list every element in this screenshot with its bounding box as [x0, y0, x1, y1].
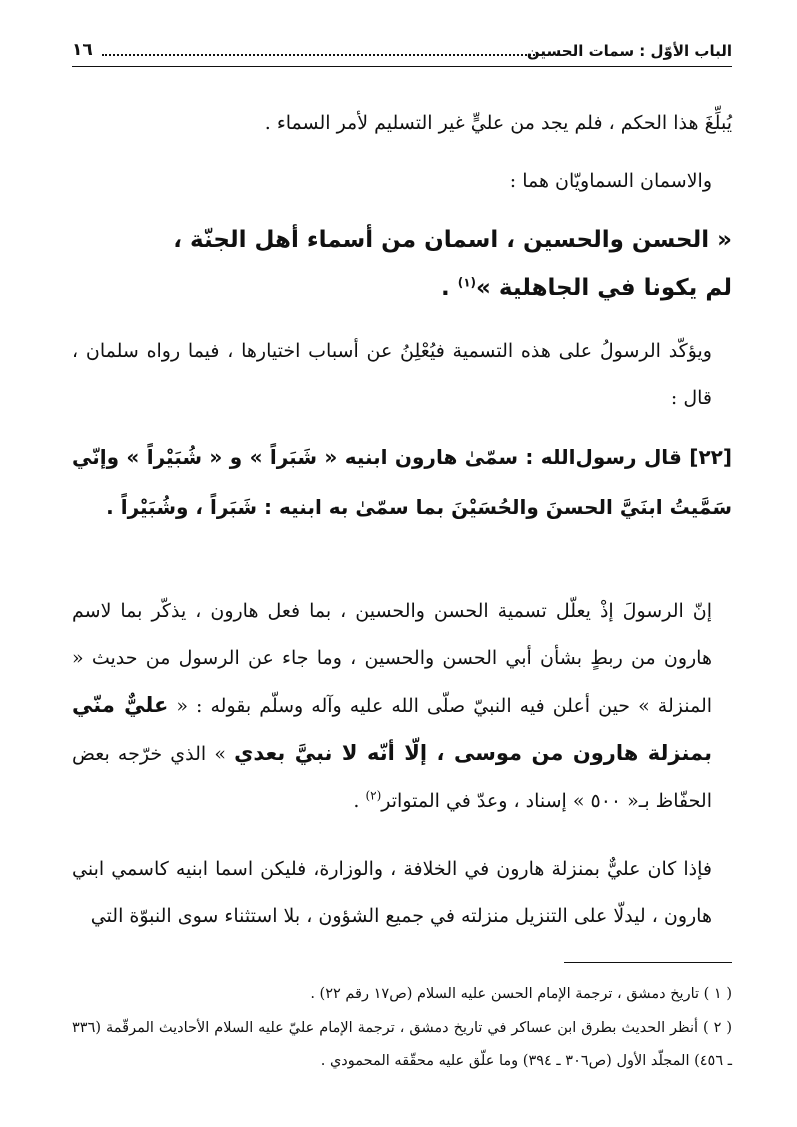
paragraph-3: ويؤكّد الرسولُ على هذه التسمية فيُعْلِنُ عن أسباب اختيارها ، فيما رواه سلمان ، قال : — [72, 340, 712, 409]
paragraph-2: والاسمان السماويّان هما : — [509, 170, 712, 192]
paragraph-4-end: » الذي خرّجه بعض الحفّاظ بـ« ٥٠٠ » إسناد ، وعدّ في المتواتر — [72, 743, 712, 812]
paragraph-5: فإذا كان عليٌّ بمنزلة هارون في الخلافة ، والوزارة، فليكن اسما ابنيه كاسمي ابني هارون ، ليدلّا على التنزيل منزلته في جميع الشؤون ، بلا استثناء سوى النبوّة التي — [72, 858, 712, 927]
quote-end: . — [440, 275, 458, 301]
quote-line-1: « الحسن والحسين ، اسمان من أسماء أهل الجنّة ، — [173, 227, 732, 253]
page-number: ١٦ — [72, 40, 93, 60]
running-header — [72, 36, 732, 67]
footnote-2: ( ٢ ) أنظر الحديث بطرق ابن عساكر في تاريخ دمشق ، ترجمة الإمام عليّ عليه السلام الأحاديث المرقّمة (٣٣٦ ـ ٤٥٦) المجلّد الأول (ص٣٠٦ ـ ٣٩٤) وما علّق عليه محقّقه المحمودي . — [72, 1020, 732, 1069]
hadith-22: [٢٢] قال رسول‌الله : سمّىٰ هارون ابنيه « شَبَراً » و « شُبَيْراً » وإنّي سَمَّيتُ ابنَيَّ الحسنَ والحُسَيْنَ بما سمّىٰ به ابنيه : شَبَراً ، وشُبَيْراً . — [72, 445, 732, 519]
leader-dots — [102, 54, 542, 56]
quote-block — [72, 216, 732, 312]
paragraph-4 — [72, 588, 732, 825]
document-page — [72, 0, 732, 1127]
footnote-separator — [564, 962, 732, 963]
chapter-title: الباب الأوّل : سمات الحسين — [526, 42, 732, 60]
paragraph-4-start: إنّ الرسولَ إذْ يعلّل تسمية الحسن والحسين ، بما فعل هارون ، يذكّر بما لاسم هارون من ربطٍ بشأن أبي الحسن والحسين ، وما جاء عن الرسول من حديث « المنزلة » حين أعلن فيه النبيّ صلّى الله عليه وآله وسلّم بقوله : « — [72, 600, 713, 717]
footnote-ref-2[interactable]: (٢) — [365, 788, 382, 803]
manzila-hadith-text: عليٌّ منّي بمنزلة هارون من موسى ، إلّا أنّه لا نبيَّ بعدي — [72, 693, 712, 765]
footnote-ref-1[interactable]: (١) — [457, 275, 476, 290]
paragraph-4-period: . — [353, 790, 366, 812]
paragraph-1: يُبلِّغَ هذا الحكم ، فلم يجد من عليٍّ غير التسليم لأمر السماء . — [264, 112, 732, 134]
quote-line-2: لم يكونا في الجاهلية » — [476, 275, 732, 301]
footnote-1: ( ١ ) تاريخ دمشق ، ترجمة الإمام الحسن عليه السلام (ص١٧ رقم ٢٢) . — [310, 986, 732, 1002]
